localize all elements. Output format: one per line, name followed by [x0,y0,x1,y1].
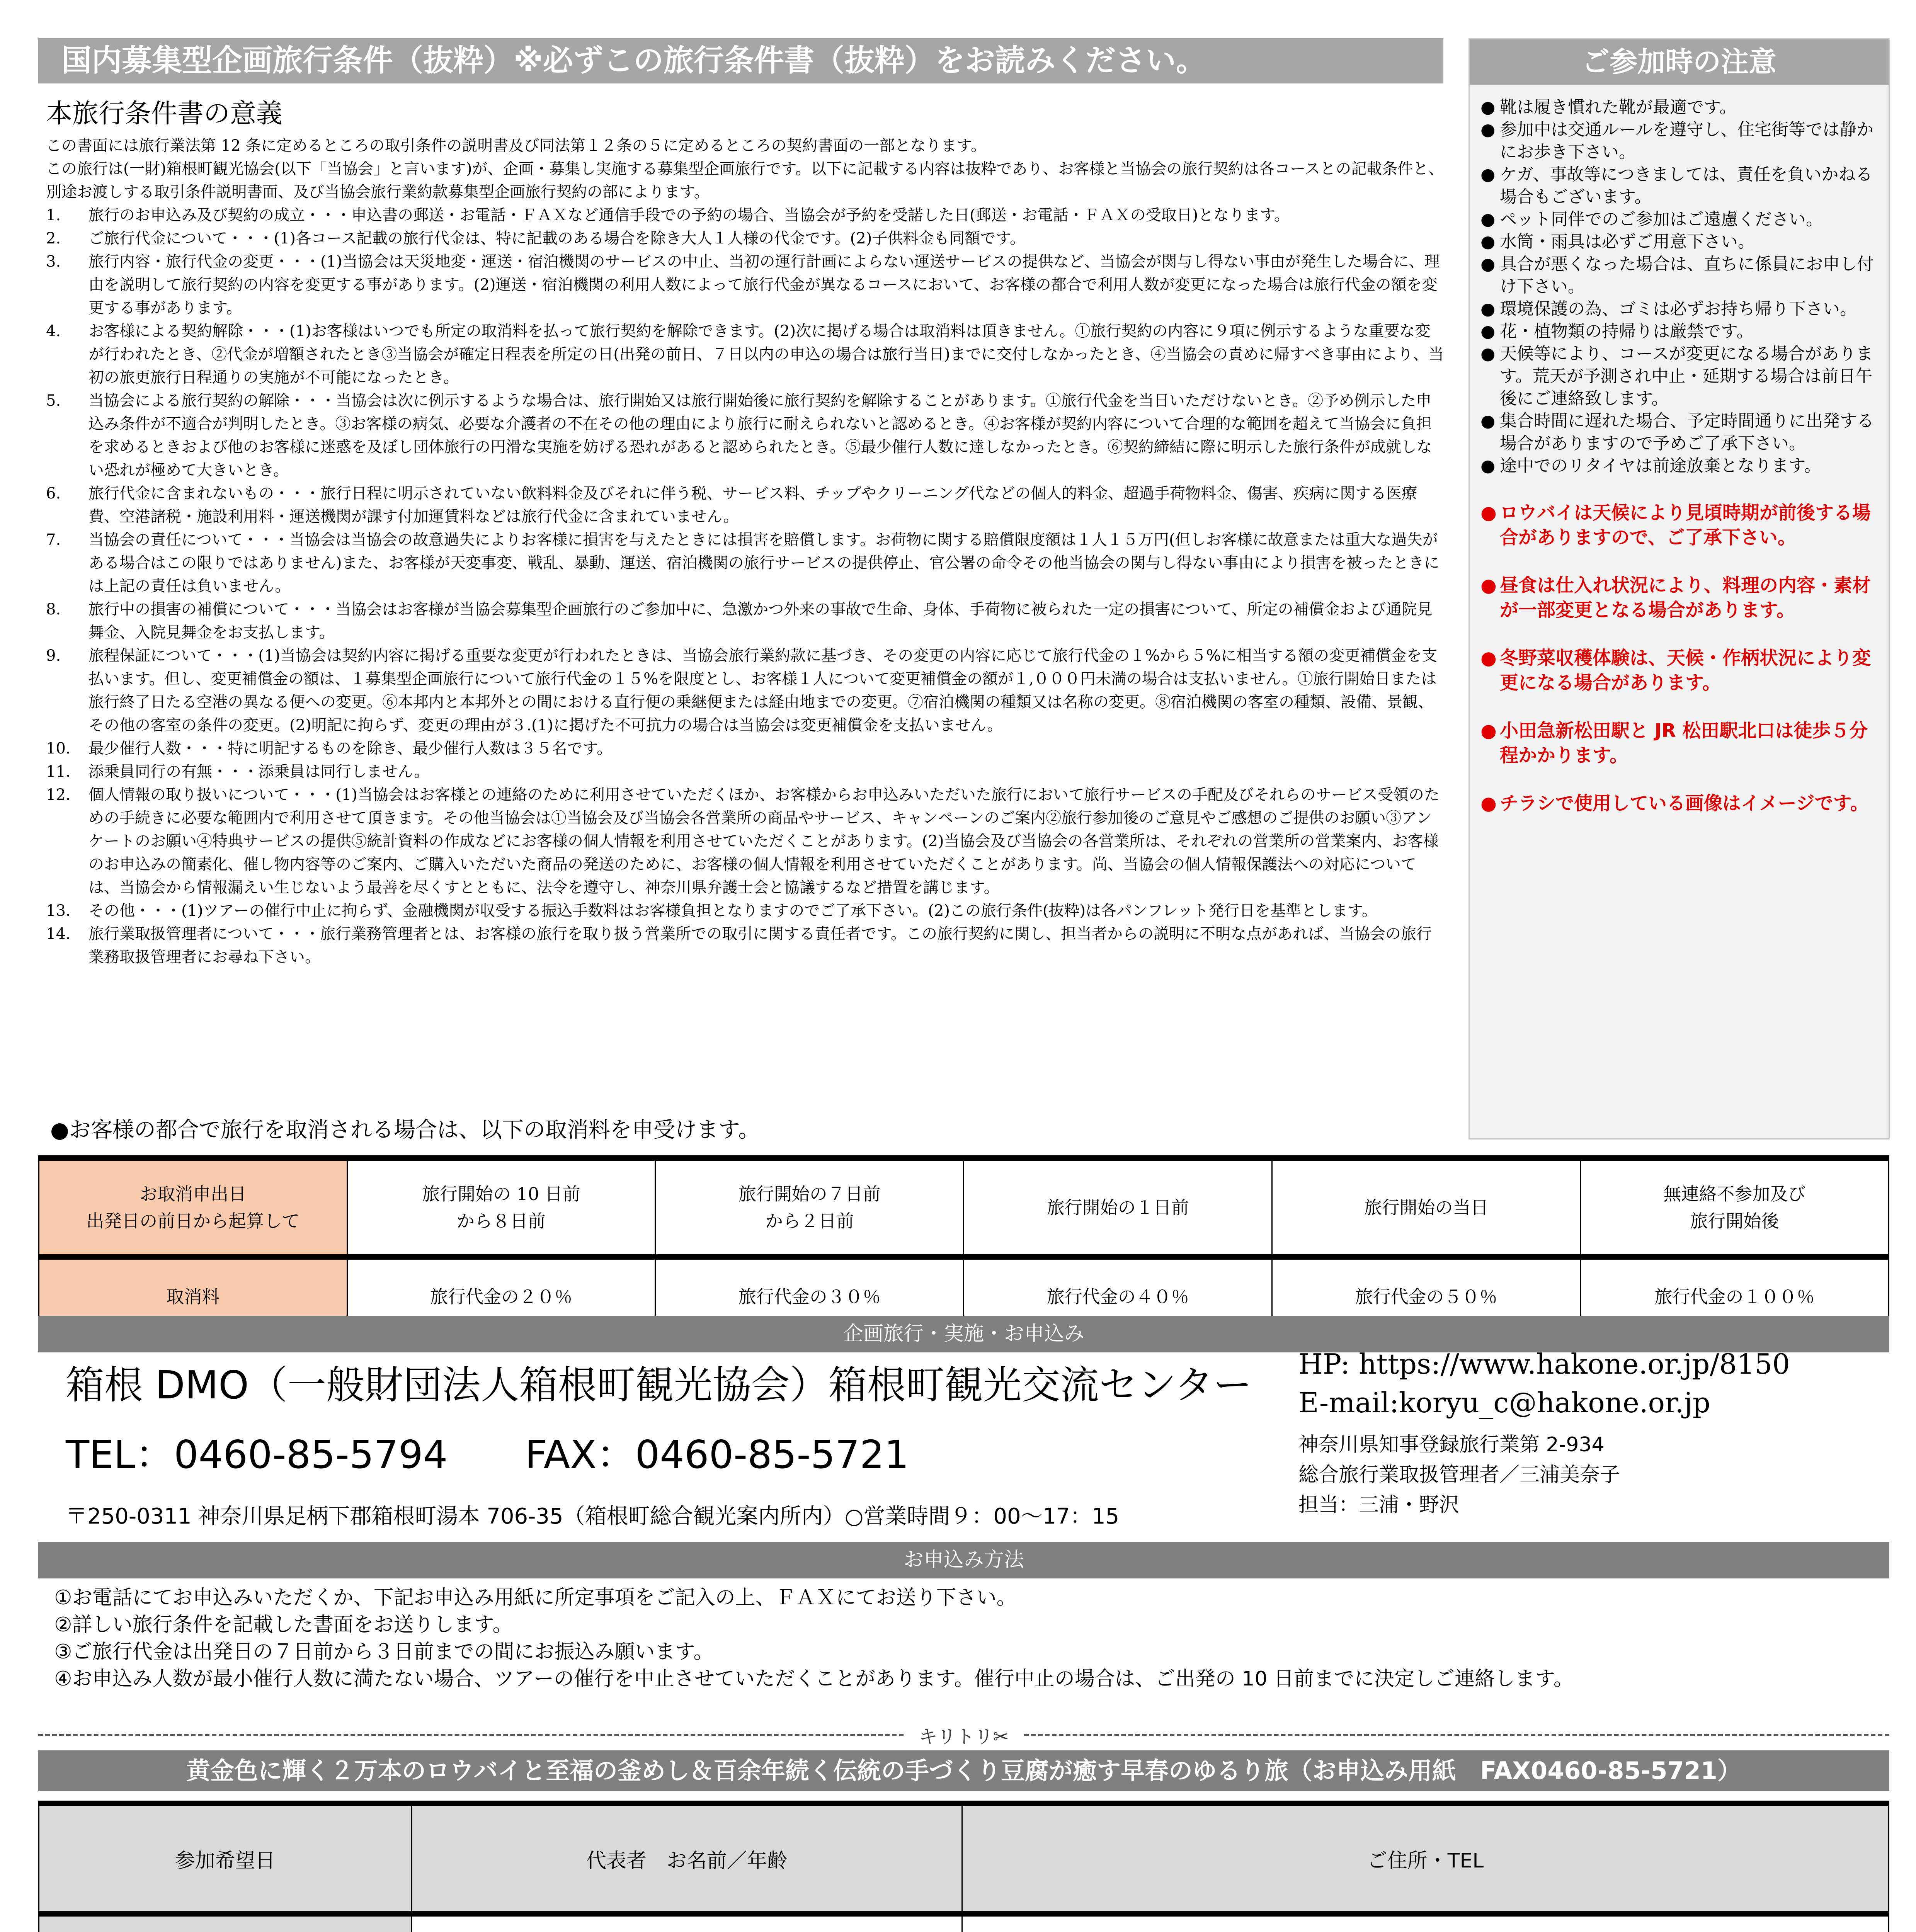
note-text: 靴は履き慣れた靴が最適です。 [1500,97,1737,117]
fax-number[interactable]: FAX：0460-85-5721 [525,1432,909,1477]
terms-item-text: お客様による契約解除・・・(1)お客様はいつでも所定の取消料を払って旅行契約を解除できます。(2)次に掲げる場合は取消料は頂きません。①旅行契約の内容に９項に例示するような重要な変が行われたとき、②代金が増額されたとき③当協会が確定日程表を所定の日(出発の前日、７日以内の申込の場合は旅行当日)までに交付しなかったとき、④当協会の責めに帰すべき事由により、当初の旅更旅行日程通りの実施が不可能になったとき。 [88,322,1444,386]
note-item [1480,320,1878,343]
terms-item-number: 13. [46,902,71,920]
important-note-item [1480,500,1878,550]
scissors-label: キリトリ✂ [919,1726,1009,1748]
terms-item-text: 旅程保証について・・・(1)当協会は契約内容に掲げる重要な変更が行われたときは、当協会旅行業約款に基づき、その変更の内容に応じて旅行代金の１%から５%に相当する額の変更補償金を支払います。但し、変更補償金の額は、１募集型企画旅行について旅行代金の１５%を限度とし、お客様１人について変更補償金の額が１,０００円未満の場合は支払いません。①旅行開始日または旅行終了日たる空港の異なる便への変更。⑥本邦内と本邦外との間における直行便の乗継便または経由地までの変更。⑦宿泊機関の種類又は名称の変更。⑧宿泊機関の客室の種類、設備、景観、その他の客室の条件の変更。(2)明記に拘らず、変更の理由が３.(1)に掲げた不可抗力の場合は当協会は変更補償金を支払いません。 [88,647,1438,734]
bullet-icon: ● [1480,299,1496,319]
note-text: 小田急新松田駅と JR 松田駅北口は徒歩５分程かかります。 [1500,720,1868,766]
cancellation-fee-cell: 旅行代金の１００％ [1581,1257,1889,1337]
bullet-icon: ● [1480,344,1496,364]
bullet-icon: ● [1480,120,1496,139]
bullet-icon: ● [1480,456,1496,476]
apply-step: ④お申込み人数が最小催行人数に満たない場合、ツアーの催行を中止させていただくことがあります。催行中止の場合は、ご出発の 10 日前までに決定しご連絡します。 [54,1667,1574,1690]
organizer-contact [1298,1345,1790,1520]
registration-number: 神奈川県知事登録旅行業第 2-934 [1298,1433,1605,1456]
terms-item-number: 14. [46,925,71,943]
cancellation-period-cell [655,1158,964,1257]
cancellation-header-cell [39,1158,347,1257]
terms-item-number: 9. [46,647,61,665]
cancel-header-line-2: 出発日の前日から起算して [86,1211,300,1231]
period-line: 旅行開始の 10 日前 [422,1184,580,1204]
terms-item [38,598,1445,644]
cancellation-period-cell [964,1158,1272,1257]
cancellation-period-row [39,1158,1889,1257]
cancellation-fee-cell: 旅行代金の２０％ [347,1257,655,1337]
terms-item-number: 1. [46,206,61,224]
terms-item [38,922,1445,969]
apply-method-bar: お申込み方法 [38,1542,1889,1578]
period-line: 無連絡不参加及び [1663,1184,1806,1204]
terms-item-text: 当協会による旅行契約の解除・・・当協会は次に例示するような場合は、旅行開始又は旅行開始後に旅行契約を解除することがあります。①旅行代金を当日いただけないとき。②予め例示した申込み条件が不適合が判明したとき。③お客様の病気、必要な介護者の不在その他の理由により旅行に耐えられないと認めるとき。④お客様が契約内容について合理的な範囲を超えて当協会に負担を求めるときおよび他のお客様に迷惑を及ぼし団体旅行の円滑な実施を妨げる恐れがあると認められたとき。⑤最少催行人数に達しなかったとき。⑥契約締結に際に明示した旅行条件が成就しない恐れが極めて大きいとき。 [88,392,1432,479]
note-text: ロウバイは天候により見頃時期が前後する場合がありますので、ご了承下さい。 [1500,502,1871,548]
note-text: チラシで使用している画像はイメージです。 [1500,793,1869,814]
important-note-item [1480,791,1878,816]
cancel-header-line-1: お取消申出日 [140,1184,247,1204]
bullet-icon: ● [1480,647,1497,669]
period-line: 旅行開始の１日前 [1046,1197,1189,1218]
apply-step: ③ご旅行代金は出発日の７日前から３日前までの間にお振込み願います。 [54,1640,714,1663]
tour-title-bar: 黄金色に輝く２万本のロウバイと至福の釜めし＆百余年続く伝統の手づくり豆腐が癒す早春のゆるり旅（お申込み用紙 FAX0460-85-5721） [38,1750,1889,1791]
terms-item-number: 3. [46,253,61,270]
terms-item-number: 5. [46,392,61,410]
important-note-item [1480,573,1878,622]
terms-item-number: 10. [46,740,71,757]
terms-item-text: 旅行内容・旅行代金の変更・・・(1)当協会は天災地変・運送・宿泊機関のサービスの中止、当初の運行計画によらない運送サービスの提供など、当協会が関与し得ない事由が発生した場合に、理由を説明して旅行契約の内容を変更する事があります。(2)運送・宿泊機関の利用人数によって旅行代金が異なるコースにおいて、お客様の都合で利用人数が変更になった場合は旅行代金の額を変更する事があります。 [88,253,1440,317]
tel-number[interactable]: TEL：0460-85-5794 [66,1432,448,1477]
terms-item [38,204,1445,227]
application-form [38,1801,1889,1932]
terms-item-text: 旅行業取扱管理者について・・・旅行業務管理者とは、お客様の旅行を取り扱う営業所での取引に関する責任者です。この旅行契約に関し、担当者からの説明に不明な点があれば、当協会の旅行業務取扱管理者にお尋ね下さい。 [88,925,1432,966]
terms-item [38,737,1445,760]
period-line: から２日前 [765,1211,854,1231]
note-item [1480,343,1878,410]
header-name: 代表者 お名前／年齢 [412,1803,962,1914]
period-line: から８日前 [456,1211,546,1231]
homepage-link[interactable]: HP: https://www.hakone.or.jp/8150 [1298,1348,1790,1380]
terms-item-text: 最少催行人数・・・特に明記するものを除き、最少催行人数は３５名です。 [88,740,613,757]
terms-item-text: 個人情報の取り扱いについて・・・(1)当協会はお客様との連絡のために利用させていただくほか、お客様からお申込みいただいた旅行において旅行サービスの手配及びそれらのサービス受領のための手続きに必要な範囲内で利用させて頂きます。その他当協会は①当協会及び当協会各営業所の商品やサービス、キャンペーンのご案内②旅行参加後のご意見やご感想のご提供のお願い③アンケートのお願い④特典サービスの提供⑤統計資料の作成などにお客様の個人情報を利用させていただくことがあります。(2)当協会及び当協会の各営業所は、それぞれの営業所の営業案内、お客様のお申込みの簡素化、催し物内容等のご案内、ご購入いただいた商品の発送のために、お客様の個人情報を利用させていただくことがあります。尚、当協会の個人情報保護法への対応については、当協会から情報漏えい生じないよう最善を尽くすとともに、法令を遵守し、神奈川県弁護士会と協議するなど措置を講じます。 [88,786,1440,896]
terms-section [38,93,1445,969]
note-text: 環境保護の為、ゴミは必ずお持ち帰り下さい。 [1500,299,1857,319]
note-item [1480,298,1878,320]
note-item [1480,410,1878,455]
period-line: 旅行開始後 [1690,1211,1779,1231]
bullet-icon: ● [1480,254,1496,274]
dashed-line-right [1024,1734,1889,1736]
note-text: 昼食は仕入れ状況により、料理の内容・素材が一部変更となる場合があります。 [1500,575,1871,621]
cancellation-note: ●お客様の都合で旅行を取消される場合は、以下の取消料を申受けます。 [50,1117,760,1143]
note-item [1480,163,1878,208]
terms-item [38,644,1445,737]
apply-step: ②詳しい旅行条件を記載した書面をお送りします。 [54,1613,513,1636]
note-text: 途中でのリタイヤは前途放棄となります。 [1500,456,1821,476]
address-cell [962,1914,1889,1932]
note-text: 冬野菜収穫体験は、天候・作柄状況により変更になる場合があります。 [1500,647,1871,694]
form-header-row [39,1803,1889,1914]
terms-item-number: 6. [46,485,61,502]
bullet-icon: ● [1480,720,1497,742]
note-item [1480,119,1878,163]
terms-item-text: 旅行中の損害の補償について・・・当協会はお客様が当協会募集型企画旅行のご参加中に、急激かつ外来の事故で生命、身体、手荷物に被られた一定の損害について、所定の補償金および通院見舞金、入院見舞金をお支払します。 [88,600,1433,641]
organizer-name: 箱根 DMO（一般財団法人箱根町観光協会）箱根町観光交流センター [66,1362,1252,1408]
cancellation-fee-cell: 旅行代金の３０％ [655,1257,964,1337]
terms-item-text: 当協会の責任について・・・当協会は当協会の故意過失によりお客様に損害を与えたときには損害を賠償します。お荷物に関する賠償限度額は１人１５万円(但しお客様に故意または重大な過失がある場合はこの限りではありません)また、お客様が天変事変、戦乱、暴動、運送、宿泊機関の旅行サービスの提供停止、官公署の命令その他当協会の関与し得ない事由により損害を被ったときには上記の責任は負いません。 [88,531,1440,595]
terms-item-number: 11. [46,763,71,781]
terms-item [38,389,1445,482]
cancellation-period-cell [347,1158,655,1257]
note-item [1480,96,1878,119]
note-text: 具合が悪くなった場合は、直ちに係員にお申し付け下さい。 [1500,254,1874,296]
furigana-field[interactable] [412,1917,961,1932]
organizer-phone [66,1430,909,1480]
terms-item-number: 4. [46,322,61,340]
organizer-bar: 企画旅行・実施・お申込み [38,1316,1889,1352]
date-label [40,1917,410,1932]
terms-item [38,528,1445,598]
page-title: 国内募集型企画旅行条件（抜粋）※必ずこの旅行条件書（抜粋）をお読みください。 [38,38,1443,83]
bullet-icon: ● [1480,575,1497,596]
apply-steps [54,1584,1574,1692]
note-item [1480,253,1878,298]
bullet-icon: ● [1480,209,1496,229]
terms-heading: 本旅行条件書の意義 [46,99,283,129]
terms-intro-2: この旅行は(一財)箱根町観光協会(以下「当協会」と言います)が、企画・募集し実施する募集型企画旅行です。以下に記載する内容は抜粋であり、お客様と当協会の旅行契約は各コースとの記載条件と、別途お渡しする取引条件説明書面、及び当協会旅行業約款募集型企画旅行契約の部によります。 [46,160,1444,201]
note-text: 水筒・雨具は必ずご用意下さい。 [1500,232,1755,252]
header-date: 参加希望日 [39,1803,412,1914]
representative-row [39,1914,1889,1932]
terms-item-number: 7. [46,531,61,549]
important-note-item [1480,718,1878,768]
cancellation-fee-label: 取消料 [39,1257,347,1337]
terms-item [38,760,1445,783]
terms-item-text: 旅行代金に含まれないもの・・・旅行日程に明示されていない飲料料金及びそれに伴う税、サービス料、チップやクリーニング代などの個人的料金、超過手荷物料金、傷害、疾病に関する医療費、空港諸税・施設利用料・運送機関が課す付加運賃料などは旅行代金に含まれていません。 [88,485,1417,526]
date-cell [39,1914,412,1932]
cancellation-period-cell [1581,1158,1889,1257]
terms-item-number: 12. [46,786,71,804]
terms-item-number: 8. [46,600,61,618]
terms-item [38,899,1445,922]
period-line: 旅行開始の７日前 [738,1184,881,1204]
cancellation-table [38,1155,1889,1339]
cancellation-fee-cell: 旅行代金の４０％ [964,1257,1272,1337]
terms-item [38,783,1445,899]
address-field[interactable] [963,1917,1888,1932]
dashed-line-left [38,1734,904,1736]
terms-item-text: その他・・・(1)ツアーの催行中止に拘らず、金融機関が収受する振込手数料はお客様負担となりますのでご了承下さい。(2)この旅行条件(抜粋)は各パンフレット発行日を基準とします。 [88,902,1377,920]
bullet-icon: ● [1480,411,1496,431]
cancellation-fee-cell: 旅行代金の５０％ [1272,1257,1581,1337]
bullet-icon: ● [1480,793,1497,814]
travel-manager: 総合旅行業取扱管理者／三浦美奈子 [1298,1463,1620,1486]
header-address: ご住所・TEL [962,1803,1889,1914]
notes-title: ご参加時の注意 [1470,39,1889,85]
note-item [1480,231,1878,253]
notes-list [1470,85,1889,816]
terms-item-text: ご旅行代金について・・・(1)各コース記載の旅行代金は、特に記載のある場合を除き大人１人様の代金です。(2)子供料金も同額です。 [88,230,1026,247]
terms-item [38,250,1445,320]
representative-name-cell [412,1914,962,1932]
bullet-icon: ● [1480,502,1497,524]
terms-item [38,227,1445,250]
cut-line [38,1723,1889,1747]
note-text: 花・植物類の持帰りは厳禁です。 [1500,321,1754,341]
terms-list [38,204,1445,969]
terms-item-text: 添乗員同行の有無・・・添乗員は同行しません。 [88,763,430,781]
terms-item [38,320,1445,389]
bullet-icon: ● [1480,165,1496,184]
note-text: ケガ、事故等につきましては、責任を負いかねる場合もございます。 [1500,165,1873,207]
note-text: ペット同伴でのご参加はご遠慮ください。 [1500,209,1823,229]
period-line: 旅行開始の当日 [1364,1197,1489,1218]
email-link[interactable]: E-mail:koryu_c@hakone.or.jp [1298,1386,1710,1419]
apply-step: ①お電話にてお申込みいただくか、下記お申込み用紙に所定事項をご記入の上、ＦＡＸにてお送り下さい。 [54,1586,1017,1609]
note-item [1480,455,1878,477]
terms-item-number: 2. [46,230,61,247]
bullet-icon: ● [1480,97,1496,117]
organizer-address: 〒250-0311 神奈川県足柄下郡箱根町湯本 706-35（箱根町総合観光案内所内）○営業時間９：00～17：15 [66,1504,1120,1529]
contact-persons: 担当：三浦・野沢 [1298,1493,1460,1517]
note-text: 参加中は交通ルールを遵守し、住宅街等では静かにお歩き下さい。 [1500,120,1874,162]
bullet-icon: ● [1480,232,1496,252]
terms-item [38,482,1445,528]
terms-intro-1: この書面には旅行業法第 12 条に定めるところの取引条件の説明書及び同法第１２条の５に定めるところの契約書面の一部となります。 [46,137,987,155]
note-item [1480,208,1878,231]
note-text: 集合時間に遅れた場合、予定時間通りに出発する場合がありますので予めご了承下さい。 [1500,411,1874,453]
important-note-item [1480,646,1878,695]
participation-notes-panel [1468,38,1890,1139]
bullet-icon: ● [1480,321,1496,341]
note-text: 天候等により、コースが変更になる場合があります。荒天が予測され中止・延期する場合は前日午後にご連絡致します。 [1500,344,1873,408]
terms-item-text: 旅行のお申込み及び契約の成立・・・申込書の郵送・お電話・ＦＡＸなど通信手段での予約の場合、当協会が予約を受諾した日(郵送・お電話・ＦＡＸの受取日)となります。 [88,206,1290,224]
cancellation-period-cell [1272,1158,1581,1257]
